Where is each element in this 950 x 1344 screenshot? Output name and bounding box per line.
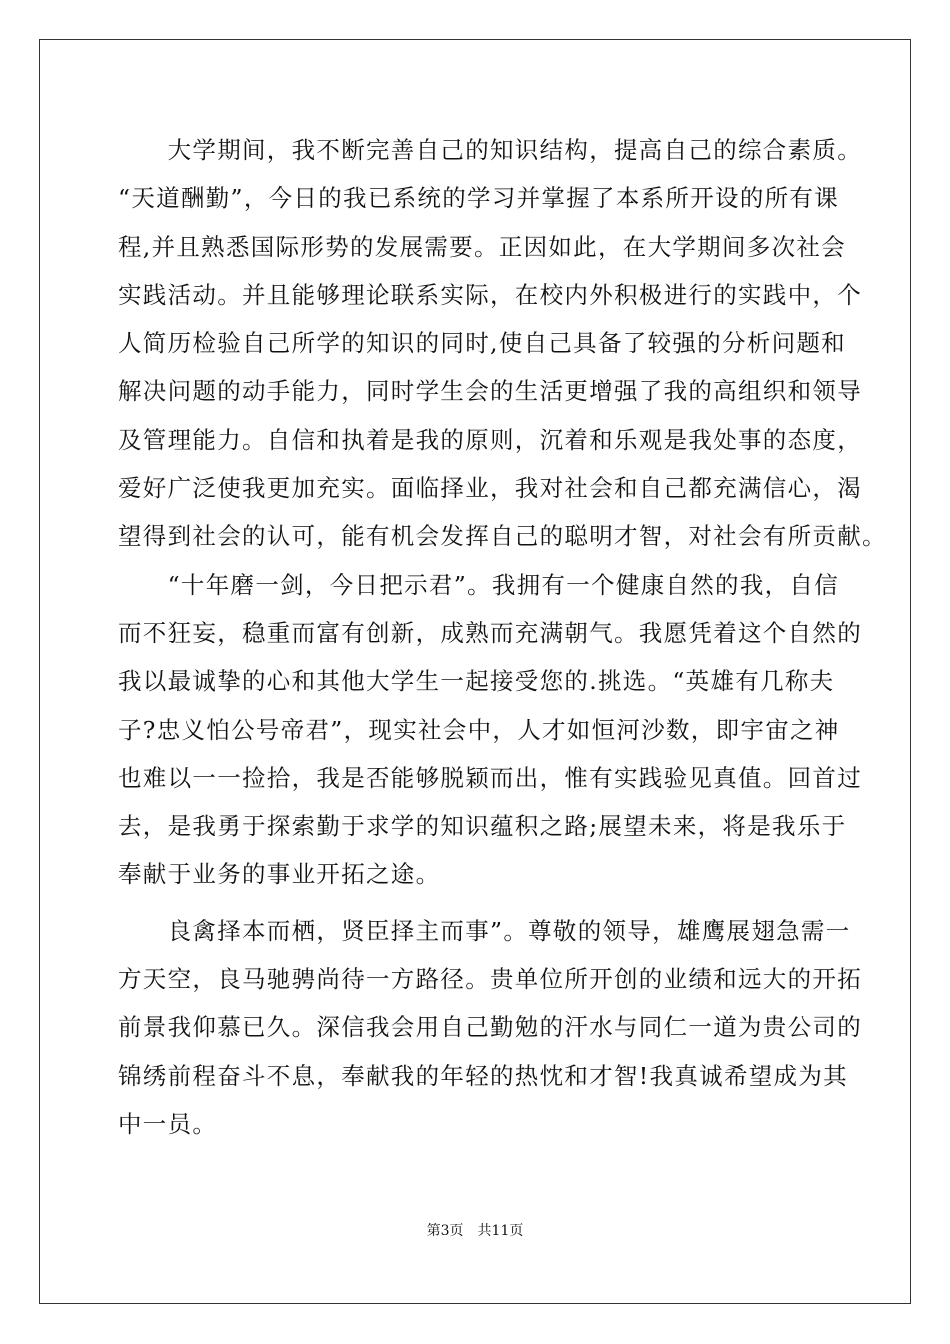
- text-line: 良禽择本而栖，贤臣择主而事”。尊敬的领导，雄鹰展翅急需一: [118, 916, 851, 945]
- text-line: 实践活动。并且能够理论联系实际，在校内外积极进行的实践中，个: [118, 280, 862, 309]
- text-line: 人简历检验自己所学的知识的同时,使自己具备了较强的分析问题和: [118, 329, 846, 358]
- text-line: 方天空，良马驰骋尚待一方路径。贵单位所开创的业绩和远大的开拓: [118, 965, 862, 994]
- text-line: 中一员。: [118, 1109, 218, 1138]
- text-line: 而不狂妄，稳重而富有创新，成熟而充满朝气。我愿凭着这个自然的: [118, 618, 862, 647]
- document-body: [118, 130, 887, 1152]
- text-line: 爱好广泛使我更加充实。面临择业，我对社会和自己都充满信心，渴: [118, 474, 862, 503]
- text-line: 解决问题的动手能力，同时学生会的生活更增强了我的高组织和领导: [118, 377, 862, 406]
- paragraph-2: [118, 565, 862, 903]
- paragraph-1: [118, 130, 887, 565]
- paragraph-3: [118, 911, 862, 1152]
- text-line: 子?忠义怕公号帝君”，现实社会中，人才如恒河沙数，即宇宙之神: [118, 715, 840, 744]
- text-line: 大学期间，我不断完善自己的知识结构，提高自己的综合素质。: [118, 136, 862, 164]
- paragraph-spacer: [118, 903, 838, 911]
- text-line: “十年磨一剑，今日把示君”。我拥有一个健康自然的我，自信: [118, 570, 840, 599]
- text-line: 前景我仰慕已久。深信我会用自己勤勉的汗水与同仁一道为贵公司的: [118, 1013, 862, 1042]
- text-line: 锦绣前程奋斗不息，奉献我的年轻的热忱和才智!我真诚希望成为其: [118, 1061, 848, 1090]
- text-line: 去，是我勇于探索勤于求学的知识蕴积之路;展望未来，将是我乐于: [118, 812, 847, 841]
- text-line: 我以最诚挚的心和其他大学生一起接受您的.挑选。“英雄有几称夫: [118, 667, 835, 696]
- text-line: 及管理能力。自信和执着是我的原则，沉着和乐观是我处事的态度，: [118, 425, 862, 454]
- text-line: 程,并且熟悉国际形势的发展需要。正因如此，在大学期间多次社会: [118, 232, 846, 261]
- text-line: 望得到社会的认可，能有机会发挥自己的聪明才智，对社会有所贡献。: [118, 522, 887, 551]
- text-line: 奉献于业务的事业开拓之途。: [118, 860, 441, 889]
- page-number-footer: 第3页 共11页: [426, 1223, 524, 1239]
- text-line: 也难以一一捡拾，我是否能够脱颖而出，惟有实践验见真值。回首过: [118, 763, 862, 792]
- text-line: “天道酬勤”，今日的我已系统的学习并掌握了本系所开设的所有课: [118, 184, 840, 213]
